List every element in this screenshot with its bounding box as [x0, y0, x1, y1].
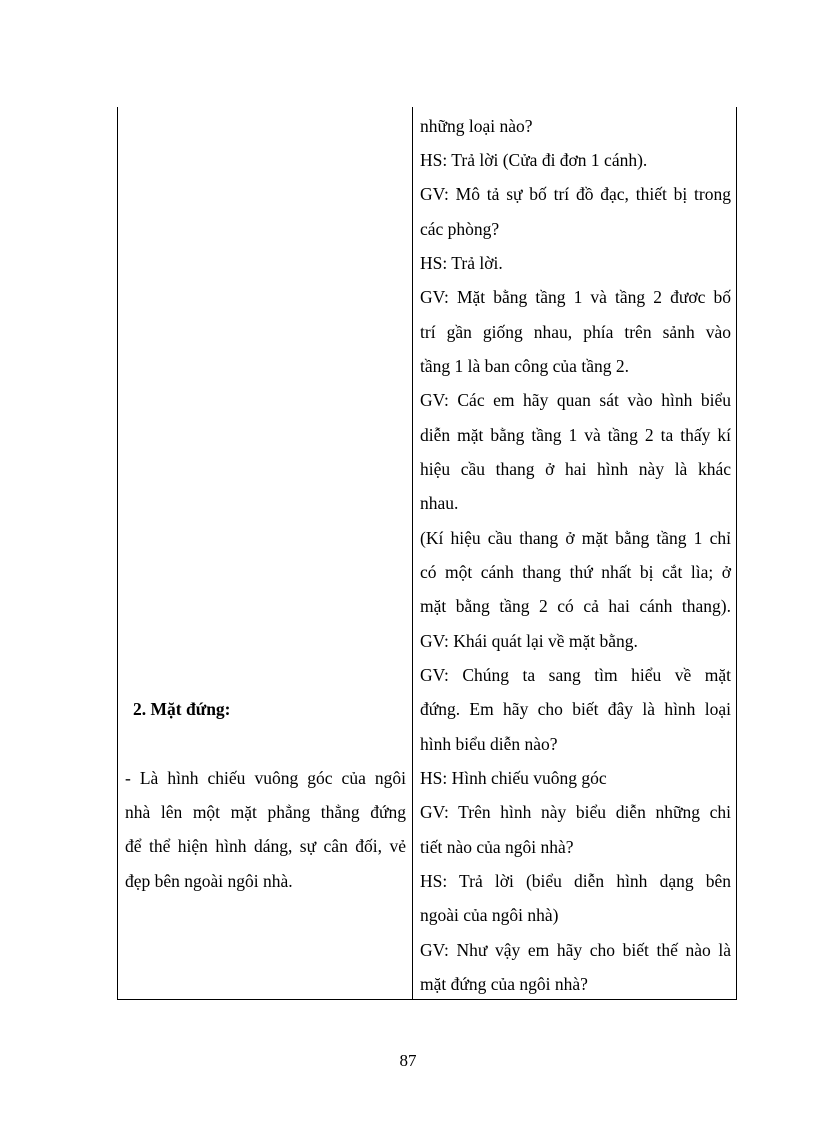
activity-line: GV: Chúng ta sang tìm hiểu về mặt	[420, 665, 731, 685]
definition-line: để thể hiện hình dáng, sự cân đối, vẻ	[125, 836, 406, 856]
activity-line: ngoài của ngôi nhà)	[420, 905, 559, 925]
activity-line: GV: Mặt bằng tầng 1 và tầng 2 đươc bố	[420, 287, 731, 307]
activity-line: tiết nào của ngôi nhà?	[420, 837, 574, 857]
activity-line: trí gần giống nhau, phía trên sảnh vào	[420, 322, 731, 342]
activity-line: HS: Trả lời.	[420, 253, 503, 273]
activity-line: hình biểu diễn nào?	[420, 734, 558, 754]
section-heading: 2. Mặt đứng:	[133, 699, 231, 719]
activity-line: những loại nào?	[420, 116, 533, 136]
activity-line: diễn mặt bằng tầng 1 và tầng 2 ta thấy kí	[420, 425, 731, 445]
definition-line: đẹp bên ngoài ngôi nhà.	[125, 871, 293, 891]
activity-line: (Kí hiệu cầu thang ở mặt bằng tầng 1 chỉ	[420, 528, 731, 548]
activities-column	[413, 107, 736, 999]
page-number: 87	[399, 1051, 417, 1070]
activity-line: GV: Khái quát lại về mặt bằng.	[420, 631, 638, 651]
activity-line: các phòng?	[420, 219, 500, 239]
activity-line: có một cánh thang thứ nhất bị cắt lìa; ở	[420, 562, 731, 582]
activity-line: GV: Trên hình này biểu diễn những chi	[420, 802, 731, 822]
activity-line: tầng 1 là ban công của tầng 2.	[420, 356, 629, 376]
activity-line: HS: Trả lời (Cửa đi đơn 1 cánh).	[420, 150, 648, 170]
activity-line: nhau.	[420, 493, 459, 513]
activity-line: hiệu cầu thang ở hai hình này là khác	[420, 459, 731, 479]
activity-line: GV: Các em hãy quan sát vào hình biểu	[420, 390, 731, 410]
activity-line: mặt đứng của ngôi nhà?	[420, 974, 588, 994]
lesson-table	[117, 107, 737, 1000]
activity-line: HS: Trả lời (biểu diễn hình dạng bên	[420, 871, 731, 891]
activity-line: đứng. Em hãy cho biết đây là hình loại	[420, 699, 731, 719]
activity-line: GV: Như vậy em hãy cho biết thế nào là	[420, 940, 731, 960]
content-column	[118, 107, 412, 999]
definition-line: nhà lên một mặt phẳng thẳng đứng	[125, 802, 406, 822]
activity-line: GV: Mô tả sự bố trí đồ đạc, thiết bị trong	[420, 184, 731, 204]
activity-line: mặt bằng tầng 2 có cả hai cánh thang).	[420, 596, 731, 616]
activity-line: HS: Hình chiếu vuông góc	[420, 768, 607, 788]
definition-line: - Là hình chiếu vuông góc của ngôi	[125, 768, 406, 788]
